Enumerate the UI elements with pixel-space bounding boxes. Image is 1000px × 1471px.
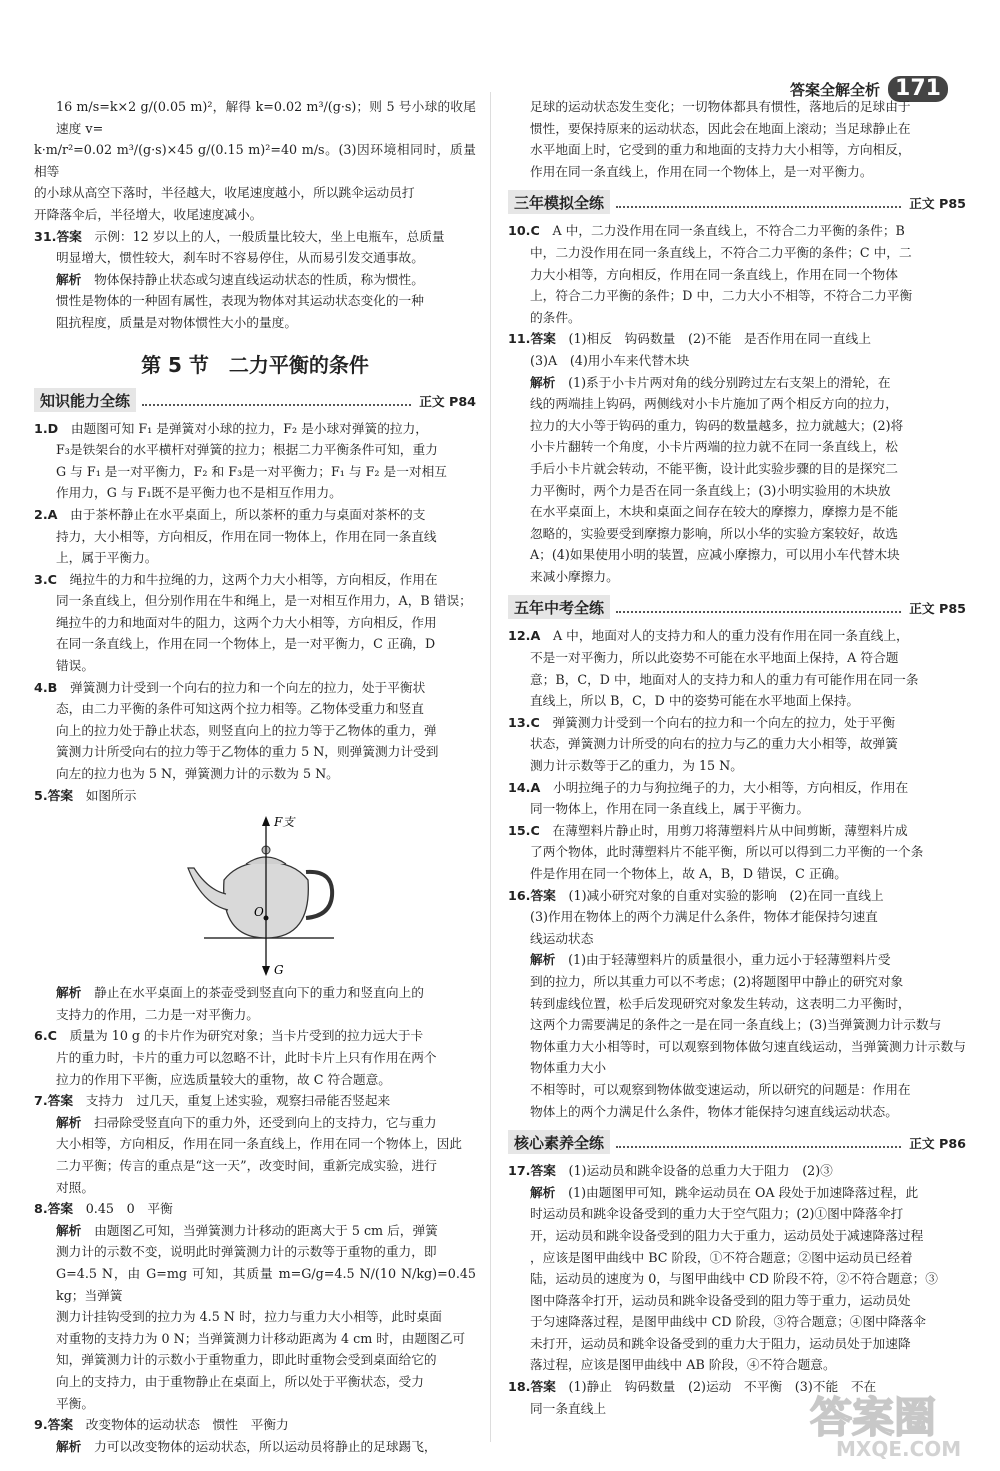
analysis-text: (1)由于轻薄塑料片的质量很小，重力远小于轻薄塑料片受 <box>568 952 891 968</box>
text-line: 开降落伞后，半径增大，收尾速度减小。 <box>34 206 263 222</box>
answer-text: 由题图可知 F₁ 是弹簧对小球的拉力，F₂ 是小球对弹簧的拉力， <box>70 420 428 436</box>
analysis-label: 解析 <box>56 1114 82 1130</box>
question-16 <box>508 885 966 1123</box>
question-9 <box>34 1414 476 1457</box>
section-rule <box>616 1146 901 1148</box>
text-line: 水平地面上时，它受到的重力和地面的支持力大小相等，方向相反， <box>530 142 911 158</box>
text-line: 惯性，要保持原来的运动状态，因此会在地面上滚动；当足球静止在 <box>530 120 911 136</box>
answer-text: 支持力 过几天，重复上述实验，观察扫帚能否竖起来 <box>85 1093 391 1109</box>
analysis-text: A；(4)如果使用小明的装置，应减小摩擦力，可以用小车代替木块 <box>530 547 900 563</box>
answer-text: 持力，大小相等，方向相反，作用在同一物体上，作用在同一条直线 <box>56 528 437 544</box>
analysis-text: 二力平衡；传言的重点是“这一天”，改变时间，重新完成实验，进行 <box>56 1157 437 1173</box>
analysis-label: 解析 <box>56 271 82 287</box>
analysis-text: 未打开，运动员和跳伞设备受到的重力大于阻力，运动员处于加速降 <box>530 1335 911 1351</box>
answer-text: 向左的拉力也为 5 N，弹簧测力计的示数为 5 N。 <box>56 766 339 782</box>
analysis-text: 线的两端挂上钩码，两侧线对小卡片施加了两个相反方向的拉力， <box>530 396 898 412</box>
question-label: 13.C <box>508 714 540 730</box>
answer-text: G 与 F₁ 是一对平衡力，F₂ 和 F₃是一对平衡力；F₁ 与 F₂ 是一对相互 <box>56 463 447 479</box>
answer-text: 错误。 <box>56 658 95 674</box>
answer-text: (1)运动员和跳伞设备的总重力大于阻力 (2)③ <box>568 1163 833 1179</box>
section-header-knowledge <box>34 386 476 412</box>
analysis-text: 向上的支持力，由于重物静止在桌面上，所以处于平衡状态，受力 <box>56 1373 424 1389</box>
answer-text: (1)相反 钩码数量 (2)不能 是否作用在同一直线上 <box>568 331 871 347</box>
answer-text: 绳拉牛的力和地面对牛的阻力，这两个力大小相等，方向相反，作用 <box>56 614 437 630</box>
analysis-text: 拉力的大小等于钩码的重力，钩码的数量越多，拉力就越大；(2)将 <box>530 417 904 433</box>
question-label: 14.A <box>508 779 541 795</box>
right-column <box>508 96 966 1419</box>
section-name: 三年模拟全练 <box>508 190 610 214</box>
question-label: 4.B <box>34 679 58 695</box>
section-header-core <box>508 1128 966 1154</box>
section-name: 知识能力全练 <box>34 388 136 412</box>
question-label: 1.D <box>34 420 59 436</box>
analysis-text: 测力计挂钩受到的拉力为 4.5 N 时，拉力与重力大小相等，此时桌面 <box>56 1309 442 1325</box>
analysis-text: 忽略的，实验要受到摩擦力影响，所以小华的实验方案较好，故选 <box>530 525 898 541</box>
question-label: 11.答案 <box>508 331 556 347</box>
answer-text: 片的重力时，卡片的重力可以忽略不计，此时卡片上只有作用在两个 <box>56 1050 437 1065</box>
answer-text: 向上的拉力处于静止状态，则竖直向上的拉力等于乙物体的重力，弹 <box>56 722 437 738</box>
analysis-text: 测力计的示数不变，说明此时弹簧测力计的示数等于重物的重力，即 <box>56 1244 437 1260</box>
analysis-text: 对重物的支持力为 0 N；当弹簧测力计移动距离为 4 cm 时，由题图乙可 <box>56 1330 466 1346</box>
answer-text: 弹簧测力计受到一个向右的拉力和一个向左的拉力，处于平衡状 <box>70 679 426 695</box>
analysis-text: ，应该是图甲曲线中 BC 阶段，①不符合题意；②图中运动员已经着 <box>530 1249 913 1265</box>
answer-text: 了两个物体，此时薄塑料片不能平衡，所以可以得到二力平衡的一个条 <box>530 844 924 860</box>
answer-text: 同一物体上，作用在同一条直线上，属于平衡力。 <box>530 801 810 817</box>
gravity-force-arrowhead <box>262 966 270 976</box>
center-point <box>264 916 269 921</box>
question-label: 2.A <box>34 506 58 522</box>
section-page-ref: 正文 P86 <box>909 1136 966 1152</box>
answer-text: 同一条直线上 <box>530 1400 607 1416</box>
analysis-text: 陆，运动员的速度为 0，与图甲曲线中 CD 阶段不符，②不符合题意；③ <box>530 1271 938 1287</box>
analysis-label: 解析 <box>56 1222 82 1238</box>
answer-text: (1)静止 钩码数量 (2)运动 不平衡 (3)不能 不在 <box>568 1379 877 1395</box>
answer-text: (3)作用在物体上的两个力满足什么条件，物体才能保持匀速直 <box>530 909 878 925</box>
text-line: 的小球从高空下落时，半径越大，收尾速度越小，所以跳伞运动员打 <box>34 185 415 201</box>
analysis-text: 手后小卡片就会转动，不能平衡，设计此实验步骤的目的是探究二 <box>530 460 898 476</box>
answer-text: 绳拉牛的力和牛拉绳的力，这两个力大小相等，方向相反，作用在 <box>69 571 438 587</box>
question-label: 7.答案 <box>34 1093 74 1109</box>
analysis-text: 不相等时，可以观察到物体做变速运动，所以研究的问题是：作用在 <box>530 1081 911 1097</box>
answer-text: A 中，二力没作用在同一条直线上，不符合二力平衡的条件；B <box>552 223 905 239</box>
analysis-text: (1)由题图甲可知，跳伞运动员在 OA 段处于加速降落过程，此 <box>568 1184 919 1200</box>
question-3 <box>34 569 476 677</box>
question-15 <box>508 820 966 885</box>
answer-text: 线运动状态 <box>530 930 594 946</box>
answer-text: 件是作用在同一个物体上，故 A，B，D 错误，C 正确。 <box>530 866 847 881</box>
answer-text: 不是一对平衡力，所以此姿势不可能在水平地面上保持，A 符合题 <box>530 650 899 666</box>
question-label: 16.答案 <box>508 887 556 903</box>
page-number: 171 <box>888 76 948 102</box>
section-page-ref: 正文 P84 <box>419 393 476 409</box>
analysis-label: 解析 <box>530 952 556 968</box>
answer-text: 测力计示数等于乙的重力，为 15 N。 <box>530 758 743 774</box>
question-label: 9.答案 <box>34 1417 74 1433</box>
section-page-ref: 正文 P85 <box>909 196 966 212</box>
analysis-label: 解析 <box>56 985 82 1001</box>
analysis-text: 物体保持静止状态或匀速直线运动状态的性质，称为惯性。 <box>94 271 424 287</box>
text-line: 足球的运动状态发生变化；一切物体都具有惯性，落地后的足球由于 <box>530 99 911 114</box>
analysis-text: 由题图乙可知，当弹簧测力计移动的距离大于 5 cm 后，弹簧 <box>94 1222 438 1238</box>
answer-text: 意；B，C，D 中，地面对人的支持力和人的重力有可能作用在同一条 <box>530 671 919 687</box>
answer-text: 质量为 10 g 的卡片作为研究对象；当卡片受到的拉力远大于卡 <box>69 1028 424 1044</box>
analysis-text: 阻抗程度，质量是对物体惯性大小的量度。 <box>56 314 298 330</box>
question-5 <box>34 785 476 1026</box>
analysis-text: 对照。 <box>56 1179 95 1195</box>
analysis-text: 开，运动员和跳伞设备受到的阻力大于重力，运动员处于减速降落过程 <box>530 1227 924 1243</box>
answer-text: (1)减小研究对象的自重对实验的影响 (2)在同一直线上 <box>568 887 884 903</box>
answer-text: 力大小相等，方向相反，作用在同一条直线上，作用在同一个物体 <box>530 266 898 282</box>
section-rule <box>142 404 411 406</box>
question-label: 3.C <box>34 571 57 587</box>
analysis-text: 物体上的两个力满足什么条件，物体才能保持匀速直线运动状态。 <box>530 1103 898 1119</box>
question-label: 18.答案 <box>508 1379 556 1395</box>
answer-text: 弹簧测力计受到一个向右的拉力和一个向左的拉力，处于平衡 <box>552 714 896 730</box>
section-header-five-year <box>508 593 966 619</box>
analysis-text: 转到虚线位置，松手后发现研究对象发生转动，这表明二力平衡时， <box>530 995 911 1011</box>
watermark-site: MXQE.COM <box>836 1437 962 1461</box>
analysis-text: 大小相等，方向相反，作用在同一条直线上，作用在同一个物体上，因此 <box>56 1136 462 1152</box>
answer-text: 在同一条直线上，作用在同一个物体上，是一对平衡力，C 正确，D <box>56 636 436 652</box>
teapot-force-diagram <box>34 810 476 978</box>
answer-text: 的条件。 <box>530 309 581 325</box>
text-line: k·m/r²=0.02 m³/(g·s)×45 g/(0.15 m)²=40 m/s。(3)因环境相同时，质量相等 <box>34 142 476 179</box>
question-13 <box>508 712 966 777</box>
answer-text: 在薄塑料片静止时，用剪刀将薄塑料片从中间剪断，薄塑料片成 <box>552 822 908 838</box>
analysis-text: 时运动员和跳伞设备受到的重力大于空气阻力；(2)①图中降落伞打 <box>530 1206 904 1222</box>
answer-text: 中，二力没作用在同一条直线上，不符合二力平衡的条件；C 中，二 <box>530 244 912 260</box>
question-12 <box>508 625 966 711</box>
teapot-spout <box>188 868 228 910</box>
answer-text: 上，属于平衡力。 <box>56 550 158 566</box>
answer-text: 作用力，G 与 F₁既不是平衡力也不是相互作用力。 <box>56 485 342 501</box>
teapot-handle <box>306 872 332 918</box>
analysis-text: 到的拉力，所以其重力可以不考虑；(2)将题图甲中静止的研究对象 <box>530 973 904 989</box>
answer-text: 直线上，所以 B，C，D 中的姿势可能在水平地面上保持。 <box>530 693 860 709</box>
section-name: 核心素养全练 <box>508 1130 610 1154</box>
question-label: 17.答案 <box>508 1163 556 1179</box>
g-label: G <box>274 963 284 978</box>
analysis-text: 图中降落伞打开，运动员和跳伞设备受到的阻力等于重力，运动员处 <box>530 1292 911 1308</box>
analysis-text: 在水平桌面上，木块和桌面之间存在较大的摩擦力，摩擦力是不能 <box>530 504 898 520</box>
watermark-logo <box>806 1388 986 1462</box>
answer-text: 小明拉绳子的力与狗拉绳子的力，大小相等，方向相反，作用在 <box>552 779 909 795</box>
answer-text: 拉力的作用下平衡，应选质量较大的重物，故 C 符合题意。 <box>56 1071 391 1087</box>
answer-text: 由于茶杯静止在水平桌面上，所以茶杯的重力与桌面对茶杯的支 <box>70 506 426 522</box>
answer-text: 态，由二力平衡的条件可知这两个拉力相等。乙物体受重力和竖直 <box>56 701 424 717</box>
answer-text: 如图所示 <box>85 787 137 803</box>
question-6 <box>34 1025 476 1090</box>
analysis-text: 支持力的作用，二力是一对平衡力。 <box>56 1006 259 1022</box>
analysis-text: 力可以改变物体的运动状态，所以运动员将静止的足球踢飞， <box>94 1438 437 1454</box>
question-label: 8.答案 <box>34 1201 74 1217</box>
answer-text: 簧测力计所受向右的拉力等于乙物体的重力 5 N，则弹簧测力计受到 <box>56 744 439 760</box>
column-divider <box>490 92 491 1442</box>
question-8 <box>34 1198 476 1414</box>
question-1 <box>34 418 476 504</box>
section-header-three-year <box>508 188 966 214</box>
analysis-text: 力平衡时，两个力是否在同一条直线上；(3)小明实验用的木块放 <box>530 482 891 498</box>
watermark-text: 答案圈 <box>810 1393 937 1442</box>
question-label: 10.C <box>508 223 540 239</box>
answer-text: F₃是铁架台的水平横杆对弹簧的拉力；根据二力平衡条件可知，重力 <box>56 442 438 458</box>
question-10 <box>508 220 966 328</box>
question-2 <box>34 504 476 569</box>
question-11 <box>508 328 966 587</box>
answer-text: 示例：12 岁以上的人，一般质量比较大，坐上电瓶车，总质量 <box>94 228 445 244</box>
answer-text: A 中，地面对人的支持力和人的重力没有作用在同一条直线上， <box>552 628 909 644</box>
analysis-text: G=4.5 N，由 G=mg 可知，其质量 m=G/g=4.5 N/(10 N/kg)=0.45 kg；当弹簧 <box>56 1265 476 1303</box>
analysis-text: 来减小摩擦力。 <box>530 568 619 584</box>
text-line: 16 m/s=k×2 g/(0.05 m)²，解得 k=0.02 m³/(g·s)；则 5 号小球的收尾速度 v= <box>56 99 476 136</box>
analysis-text: 物体重力大小相等时，可以观察到物体做匀速直线运动，当弹簧测力计示数与物体重力大小 <box>530 1038 966 1076</box>
header-title: 答案全解全析 <box>790 80 881 99</box>
question-14 <box>508 777 966 820</box>
answer-text: 同一条直线上，但分别作用在牛和绳上，是一对相互作用力，A，B 错误； <box>56 593 472 609</box>
chapter-title: 第 5 节 二力平衡的条件 <box>141 352 369 377</box>
analysis-text: 平衡。 <box>56 1395 95 1411</box>
analysis-text: 落过程，应该是图甲曲线中 AB 阶段，④不符合题意。 <box>530 1357 836 1373</box>
analysis-text: 于匀速降落过程，是图甲曲线中 CD 阶段，③符合题意；④图中降落伞 <box>530 1314 926 1330</box>
analysis-label: 解析 <box>530 1184 556 1200</box>
question-label: 31.答案 <box>34 228 82 244</box>
question-label: 12.A <box>508 628 541 644</box>
analysis-text: 静止在水平桌面上的茶壶受到竖直向下的重力和竖直向上的 <box>94 985 424 1001</box>
answer-text: 0.45 0 平衡 <box>85 1201 173 1217</box>
question-label: 6.C <box>34 1028 57 1044</box>
answer-text: (3)A (4)用小车来代替木块 <box>530 352 690 368</box>
teapot-figure <box>184 810 344 978</box>
section-rule <box>616 206 901 208</box>
q30-continuation <box>34 96 476 226</box>
question-4 <box>34 677 476 785</box>
text-line: 作用在同一条直线上，作用在同一个物体上，是一对平衡力。 <box>530 163 873 179</box>
analysis-text: 这两个力需要满足的条件之一是在同一条直线上；(3)当弹簧测力计示数与 <box>530 1017 942 1033</box>
left-column <box>34 96 476 1457</box>
question-17 <box>508 1160 966 1376</box>
question-label: 15.C <box>508 822 540 838</box>
f-label: F支 <box>274 815 295 830</box>
answer-text: 状态，弹簧测力计所受的向右的拉力与乙的重力大小相等，故弹簧 <box>530 736 898 752</box>
analysis-text: 扫帚除受竖直向下的重力外，还受到向上的支持力，它与重力 <box>94 1114 437 1130</box>
answer-text: 明显增大，惯性较大，刹车时不容易停住，从而易引发交通事故。 <box>56 250 424 266</box>
q9-continuation <box>508 96 966 182</box>
question-7 <box>34 1090 476 1198</box>
analysis-label: 解析 <box>530 374 556 390</box>
analysis-text: 知，弹簧测力计的示数小于重物重力，即此时重物会受到桌面给它的 <box>56 1352 437 1368</box>
support-force-arrowhead <box>262 816 270 826</box>
section-name: 五年中考全练 <box>508 595 610 619</box>
analysis-text: 惯性是物体的一种固有属性，表现为物体对其运动状态变化的一种 <box>56 293 424 309</box>
section-rule <box>616 611 901 613</box>
section-page-ref: 正文 P85 <box>909 601 966 617</box>
answer-text: 改变物体的运动状态 惯性 平衡力 <box>85 1417 289 1433</box>
question-label: 5.答案 <box>34 787 74 803</box>
o-label: O <box>254 905 264 920</box>
analysis-label: 解析 <box>56 1438 82 1454</box>
analysis-text: 小卡片翻转一个角度，小卡片两端的拉力就不在同一条直线上，松 <box>530 439 898 455</box>
question-31 <box>34 226 476 334</box>
answer-text: 上，符合二力平衡的条件；D 中，二力大小不相等，不符合二力平衡 <box>530 288 913 304</box>
analysis-text: (1)系于小卡片两对角的线分别跨过左右支架上的滑轮，在 <box>568 374 891 390</box>
